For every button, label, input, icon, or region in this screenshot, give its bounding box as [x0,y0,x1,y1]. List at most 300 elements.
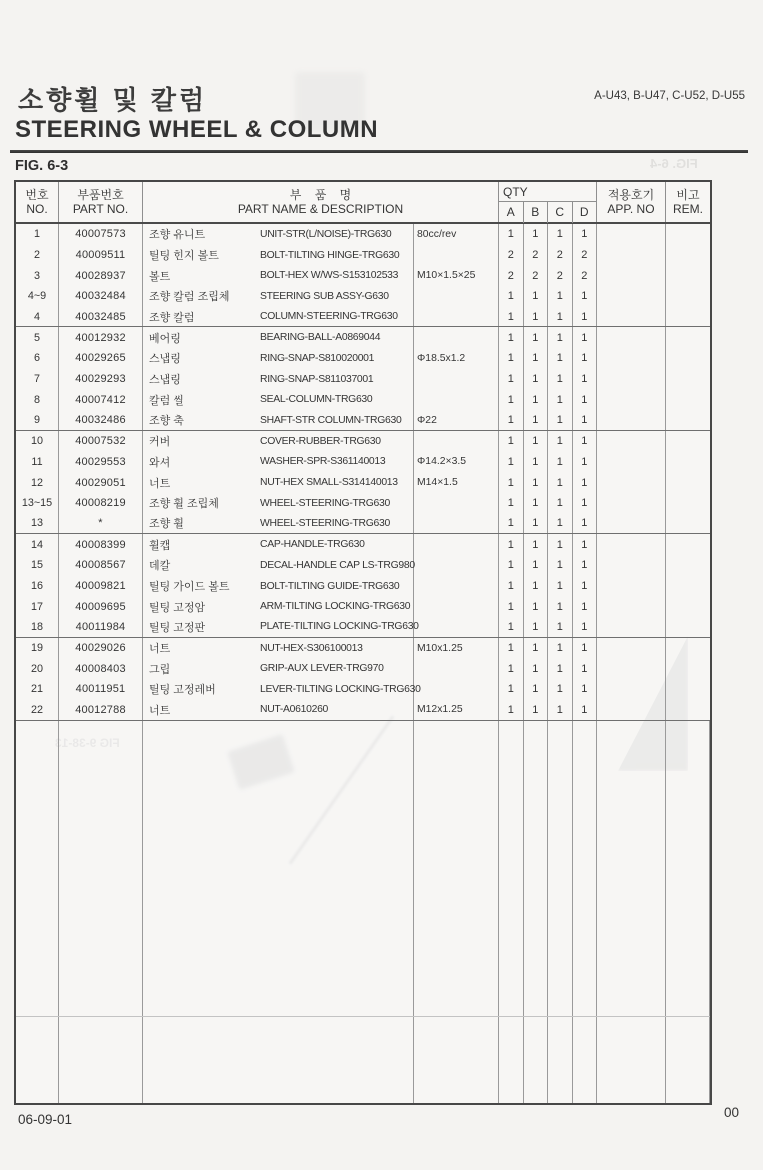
row-spec [414,493,499,514]
row-part-no: 40029553 [59,452,143,473]
row-remark [666,534,710,555]
row-part-name [143,307,414,327]
row-name-english: STEERING SUB ASSY-G630 [260,290,389,302]
row-name-english: LEVER-TILTING LOCKING-TRG630 [260,683,421,695]
row-part-name [143,555,414,576]
row-part-name [143,534,414,555]
row-name-korean: 틸팅 힌지 볼트 [149,250,219,263]
header-no [16,182,59,222]
row-no: 15 [16,555,59,576]
row-part-name [143,679,421,700]
table-header [16,182,710,224]
row-qty-a: 1 [499,679,524,700]
table-row [16,431,710,452]
empty-col-qty-b [524,721,549,1104]
row-app-no [597,596,666,617]
row-qty-b: 1 [524,286,549,307]
footer-date: 06-09-01 [18,1112,73,1127]
row-remark [666,679,710,700]
row-part-name [143,472,414,493]
row-qty-b: 1 [524,700,549,720]
row-part-name [143,658,414,679]
row-remark [666,596,710,617]
row-qty-a: 1 [499,348,524,369]
row-spec [414,596,499,617]
row-name-english: NUT-HEX-S306100013 [260,642,363,654]
table-row [16,390,710,411]
table-row [16,286,710,307]
row-qty-d: 1 [573,679,598,700]
row-name-korean: 조향 유니트 [149,229,206,242]
row-part-name [143,410,414,430]
row-name-korean: 커버 [149,436,171,449]
row-qty-d: 1 [573,410,598,430]
row-remark [666,286,710,307]
row-qty-d: 1 [573,390,598,411]
row-qty-a: 1 [499,431,524,452]
row-spec: Φ14.2×3.5 [414,452,499,473]
row-app-no [597,369,666,390]
row-qty-a: 1 [499,327,524,348]
row-name-korean: 데칼 [149,560,171,573]
row-qty-c: 1 [548,617,573,637]
header-part-no-korean: 부품번호 [77,187,124,202]
row-qty-d: 1 [573,514,598,534]
row-spec [414,658,499,679]
row-name-english: COLUMN-STEERING-TRG630 [260,311,398,323]
row-part-no: 40008219 [59,493,143,514]
row-qty-d: 2 [573,245,598,266]
row-qty-a: 1 [499,576,524,597]
row-name-korean: 와셔 [149,456,171,469]
row-name-english: WASHER-SPR-S361140013 [260,456,386,468]
row-remark [666,390,710,411]
row-part-no: 40032485 [59,307,143,327]
row-app-no [597,638,666,659]
table-row [16,327,710,348]
table-row [16,700,710,721]
header-remarks-english: REM. [673,202,703,216]
row-qty-d: 1 [573,327,598,348]
row-no: 18 [16,617,59,637]
row-name-english: GRIP-AUX LEVER-TRG970 [260,663,384,675]
table-row [16,472,710,493]
row-part-name [143,265,414,286]
row-no: 8 [16,390,59,411]
row-name-english: NUT-A0610260 [260,704,329,716]
row-remark [666,431,710,452]
row-no: 7 [16,369,59,390]
row-no: 16 [16,576,59,597]
row-name-english: BOLT-TILTING HINGE-TRG630 [260,249,400,261]
row-remark [666,493,710,514]
row-part-no: 40008567 [59,555,143,576]
row-remark [666,348,710,369]
header-app-no-english: APP. NO [607,202,655,216]
row-part-no: 40007532 [59,431,143,452]
row-part-name [143,286,414,307]
row-name-korean: 볼트 [149,270,171,283]
row-qty-d: 1 [573,638,598,659]
table-row [16,224,710,245]
header-part-no-english: PART NO. [72,202,129,216]
table-empty-area [16,721,710,1104]
header-no-english: NO. [26,202,48,216]
row-qty-a: 2 [499,245,524,266]
row-qty-b: 1 [524,576,549,597]
row-name-english: RING-SNAP-S811037001 [260,373,374,385]
empty-col-part-no [59,721,143,1104]
row-part-name [143,576,414,597]
row-app-no [597,307,666,327]
table-body [16,224,710,721]
row-part-name [143,348,414,369]
row-qty-a: 1 [499,493,524,514]
row-spec [414,307,499,327]
row-part-name [143,327,414,348]
header-qty-b: B [524,202,549,223]
row-no: 10 [16,431,59,452]
row-app-no [597,224,666,245]
row-name-korean: 조향 칼럼 조립체 [149,291,230,304]
row-qty-d: 1 [573,596,598,617]
row-qty-a: 1 [499,555,524,576]
row-spec [414,555,499,576]
row-spec [414,576,499,597]
header-qty-a: A [499,202,524,223]
row-name-korean: 너트 [149,704,171,717]
row-part-no: 40009821 [59,576,143,597]
empty-col-qty-a [499,721,524,1104]
row-name-korean: 조향 축 [149,415,184,428]
header-qty-c: C [548,202,573,223]
row-no: 6 [16,348,59,369]
row-qty-a: 1 [499,390,524,411]
row-qty-b: 1 [524,431,549,452]
row-remark [666,472,710,493]
row-name-korean: 틸팅 고정레버 [149,684,216,697]
page-title-english: STEERING WHEEL & COLUMN [15,116,379,143]
row-no: 1 [16,224,59,245]
empty-col-no [16,721,59,1104]
row-name-english: WHEEL-STEERING-TRG630 [260,497,390,509]
row-part-no: 40012788 [59,700,143,720]
empty-col-app-no [597,721,666,1104]
row-qty-c: 2 [548,245,573,266]
row-qty-c: 1 [548,472,573,493]
row-no: 21 [16,679,59,700]
row-name-korean: 너트 [149,477,171,490]
row-remark [666,638,710,659]
table-row [16,493,710,514]
row-no: 12 [16,472,59,493]
row-part-no: 40007573 [59,224,143,245]
row-qty-a: 1 [499,514,524,534]
row-no: 4 [16,307,59,327]
row-qty-a: 1 [499,369,524,390]
row-app-no [597,514,666,534]
row-part-name [143,617,419,637]
row-qty-d: 1 [573,472,598,493]
row-app-no [597,617,666,637]
header-part-name [143,182,499,222]
row-qty-b: 1 [524,658,549,679]
row-part-no: * [59,514,143,534]
row-qty-b: 1 [524,224,549,245]
header-qty [499,182,597,222]
row-spec: M14×1.5 [414,472,499,493]
row-remark [666,700,710,720]
header-remarks [666,182,710,222]
row-spec [414,369,499,390]
row-part-no: 40029051 [59,472,143,493]
row-name-korean: 조향 칼럼 [149,311,195,324]
row-spec [414,245,499,266]
row-name-english: UNIT-STR(L/NOISE)-TRG630 [260,228,392,240]
row-name-english: DECAL-HANDLE CAP LS-TRG980 [260,559,415,571]
row-app-no [597,286,666,307]
row-name-english: SHAFT-STR COLUMN-TRG630 [260,414,402,426]
header-part-no [59,182,143,222]
row-qty-a: 1 [499,307,524,327]
row-app-no [597,493,666,514]
row-qty-b: 1 [524,596,549,617]
row-no: 5 [16,327,59,348]
table-row [16,369,710,390]
row-qty-c: 1 [548,576,573,597]
row-qty-a: 1 [499,596,524,617]
row-qty-b: 1 [524,514,549,534]
row-part-name [143,493,414,514]
row-remark [666,265,710,286]
row-name-korean: 휠캡 [149,539,171,552]
row-qty-c: 1 [548,369,573,390]
row-qty-a: 1 [499,224,524,245]
row-part-name [143,369,414,390]
row-app-no [597,348,666,369]
row-remark [666,245,710,266]
row-qty-d: 2 [573,265,598,286]
table-row [16,307,710,328]
row-qty-c: 1 [548,224,573,245]
row-app-no [597,576,666,597]
row-qty-a: 1 [499,617,524,637]
row-remark [666,307,710,327]
row-app-no [597,245,666,266]
row-app-no [597,390,666,411]
row-qty-d: 1 [573,700,598,720]
row-name-korean: 스냅링 [149,353,181,366]
empty-col-qty-d [573,721,598,1104]
row-spec [414,327,499,348]
row-qty-a: 1 [499,534,524,555]
row-qty-b: 1 [524,555,549,576]
empty-col-spec [414,721,499,1104]
row-part-no: 40011951 [59,679,143,700]
title-divider [10,150,748,153]
row-app-no [597,679,666,700]
row-app-no [597,534,666,555]
table-row [16,245,710,266]
header-qty-label: QTY [499,182,596,202]
row-remark [666,410,710,430]
row-no: 20 [16,658,59,679]
row-part-no: 40032484 [59,286,143,307]
row-qty-c: 1 [548,390,573,411]
row-no: 3 [16,265,59,286]
row-name-korean: 그립 [149,663,171,676]
row-app-no [597,452,666,473]
bleedthrough-figure-label: FIG. 6-4 [650,156,698,171]
row-qty-c: 1 [548,638,573,659]
row-part-name [143,700,414,720]
row-qty-a: 1 [499,472,524,493]
row-spec [414,431,499,452]
row-part-name [143,514,414,534]
row-qty-c: 1 [548,286,573,307]
row-part-name [143,596,414,617]
row-no: 9 [16,410,59,430]
row-part-name [143,390,414,411]
row-remark [666,658,710,679]
row-qty-a: 2 [499,265,524,286]
row-qty-a: 1 [499,286,524,307]
row-qty-a: 1 [499,638,524,659]
row-qty-b: 1 [524,410,549,430]
row-name-korean: 너트 [149,643,171,656]
row-spec: M10x1.25 [414,638,499,659]
model-codes: A-U43, B-U47, C-U52, D-U55 [594,90,745,102]
row-qty-c: 1 [548,596,573,617]
row-qty-b: 1 [524,327,549,348]
row-name-korean: 베어링 [149,332,181,345]
footer-page-number: 00 [723,1105,739,1120]
row-qty-b: 1 [524,617,549,637]
row-spec [414,679,499,700]
scan-artifact-line [16,1016,710,1017]
row-part-no: 40011984 [59,617,143,637]
row-no: 13~15 [16,493,59,514]
row-name-korean: 틸팅 고정암 [149,601,206,614]
row-qty-a: 1 [499,452,524,473]
row-name-korean: 틸팅 가이드 볼트 [149,581,230,594]
row-part-no: 40029265 [59,348,143,369]
row-qty-c: 1 [548,307,573,327]
row-qty-a: 1 [499,658,524,679]
table-row [16,679,710,700]
row-part-no: 40029026 [59,638,143,659]
row-qty-c: 1 [548,493,573,514]
header-app-no [597,182,666,222]
row-spec [414,390,499,411]
row-spec: M12x1.25 [414,700,499,720]
row-qty-d: 1 [573,534,598,555]
row-name-korean: 조향 휠 [149,518,184,531]
row-remark [666,369,710,390]
row-spec: M10×1.5×25 [414,265,499,286]
row-name-english: ARM-TILTING LOCKING-TRG630 [260,601,411,613]
row-app-no [597,555,666,576]
row-app-no [597,431,666,452]
row-qty-a: 1 [499,410,524,430]
row-app-no [597,700,666,720]
row-no: 13 [16,514,59,534]
row-part-name [143,431,414,452]
row-name-english: CAP-HANDLE-TRG630 [260,539,365,551]
row-qty-c: 1 [548,348,573,369]
row-name-korean: 조향 휠 조립체 [149,498,219,511]
row-spec [414,286,499,307]
row-qty-b: 2 [524,265,549,286]
header-app-no-korean: 적용호기 [607,187,655,202]
row-qty-c: 1 [548,431,573,452]
table-row [16,638,710,659]
row-app-no [597,327,666,348]
row-qty-c: 1 [548,555,573,576]
parts-table [14,180,712,1105]
row-no: 11 [16,452,59,473]
row-qty-d: 1 [573,617,598,637]
row-name-korean: 칼럼 씰 [149,394,184,407]
row-name-english: BOLT-HEX W/WS-S153102533 [260,270,399,282]
row-name-english: NUT-HEX SMALL-S314140013 [260,477,398,489]
row-qty-b: 1 [524,348,549,369]
empty-col-remarks [666,721,710,1104]
row-spec: 80cc/rev [414,224,499,245]
row-spec [414,534,499,555]
row-remark [666,617,710,637]
row-part-name [143,452,414,473]
row-no: 14 [16,534,59,555]
row-name-english: BEARING-BALL-A0869044 [260,332,381,344]
row-qty-c: 1 [548,700,573,720]
empty-col-qty-c [548,721,573,1104]
row-qty-d: 1 [573,348,598,369]
table-row [16,514,710,535]
row-part-no: 40007412 [59,390,143,411]
row-no: 22 [16,700,59,720]
table-row [16,576,710,597]
row-no: 4~9 [16,286,59,307]
bleedthrough-figure-label: FIG 9-38-13 [55,736,120,750]
row-name-english: RING-SNAP-S810020001 [260,352,375,364]
row-qty-b: 1 [524,307,549,327]
row-qty-d: 1 [573,286,598,307]
row-part-no: 40012932 [59,327,143,348]
table-row [16,452,710,473]
row-remark [666,514,710,534]
row-qty-d: 1 [573,431,598,452]
row-qty-b: 2 [524,245,549,266]
row-qty-d: 1 [573,307,598,327]
row-qty-d: 1 [573,369,598,390]
row-qty-b: 1 [524,390,549,411]
row-remark [666,224,710,245]
row-qty-d: 1 [573,658,598,679]
row-part-no: 40009695 [59,596,143,617]
row-qty-c: 1 [548,658,573,679]
row-qty-d: 1 [573,452,598,473]
header-part-name-english: PART NAME & DESCRIPTION [237,202,404,216]
header-remarks-korean: 비고 [676,187,700,202]
row-part-no: 40032486 [59,410,143,430]
row-spec [414,514,499,534]
table-row [16,658,710,679]
table-row [16,617,710,638]
row-qty-c: 1 [548,534,573,555]
page-title-korean: 소향휠 및 칼럼 [18,85,208,115]
row-name-english: COVER-RUBBER-TRG630 [260,435,381,447]
